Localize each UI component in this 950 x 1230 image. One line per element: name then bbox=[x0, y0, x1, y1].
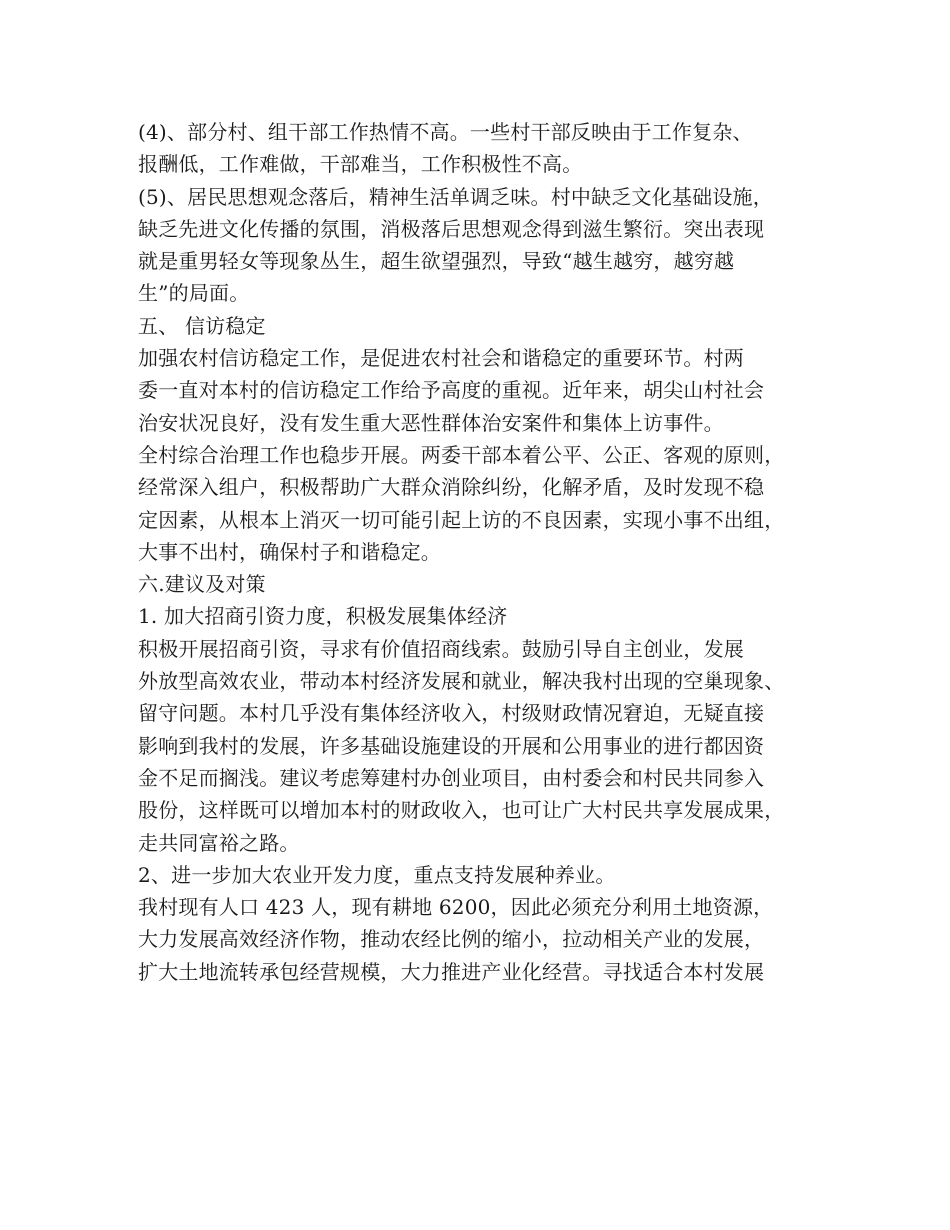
subsection-heading: 1. 加大招商引资力度，积极发展集体经济 bbox=[138, 604, 508, 629]
text-line: 我村现有人口 423 人，现有耕地 6200，因此必须充分利用土地资源， bbox=[138, 895, 774, 920]
text-line: 外放型高效农业，带动本村经济发展和就业，解决我村出现的空巢现象、 bbox=[138, 669, 785, 694]
text-line: 扩大土地流转承包经营规模，大力推进产业化经营。寻找适合本村发展 bbox=[138, 959, 765, 984]
text-line: 积极开展招商引资，寻求有价值招商线索。鼓励引导自主创业，发展 bbox=[138, 636, 744, 661]
text-line: 委一直对本村的信访稳定工作给予高度的重视。近年来，胡尖山村社会 bbox=[138, 378, 765, 403]
text-line: 走共同富裕之路。 bbox=[138, 830, 300, 855]
text-line: 加强农村信访稳定工作，是促进农村社会和谐稳定的重要环节。村两 bbox=[138, 346, 744, 371]
text-line: 股份，这样既可以增加本村的财政收入，也可让广大村民共享发展成果， bbox=[138, 798, 785, 823]
text-line: (4)、部分村、组干部工作热情不高。一些村干部反映由于工作复杂、 bbox=[138, 120, 753, 144]
text-line: 金不足而搁浅。建议考虑筹建村办创业项目，由村委会和村民共同参入 bbox=[138, 765, 765, 790]
document-body bbox=[138, 116, 828, 988]
subsection-heading: 2、进一步加大农业开发力度，重点支持发展种养业。 bbox=[138, 862, 616, 887]
text-line: 大事不出村，确保村子和谐稳定。 bbox=[138, 539, 441, 564]
text-line: (5)、居民思想观念落后，精神生活单调乏味。村中缺乏文化基础设施， bbox=[138, 184, 773, 209]
text-line: 就是重男轻女等现象丛生，超生欲望强烈，导致“越生越穷，越穷越 bbox=[138, 249, 735, 274]
text-line: 缺乏先进文化传播的氛围，消极落后思想观念得到滋生繁衍。突出表现 bbox=[138, 216, 765, 241]
section-heading: 六.建议及对策 bbox=[138, 572, 266, 597]
text-line: 大力发展高效经济作物，推动农经比例的缩小，拉动相关产业的发展， bbox=[138, 927, 765, 952]
section-heading: 五、 信访稳定 bbox=[138, 313, 266, 338]
text-line: 经常深入组户，积极帮助广大群众消除纠纷，化解矛盾，及时发现不稳 bbox=[138, 475, 765, 500]
text-line: 定因素，从根本上消灭一切可能引起上访的不良因素，实现小事不出组， bbox=[138, 507, 785, 532]
text-line: 生”的局面。 bbox=[138, 281, 250, 306]
text-line: 全村综合治理工作也稳步开展。两委干部本着公平、公正、客观的原则， bbox=[138, 442, 785, 467]
text-line: 治安状况良好，没有发生重大恶性群体治安案件和集体上访事件。 bbox=[138, 410, 724, 435]
text-line: 留守问题。本村几乎没有集体经济收入，村级财政情况窘迫，无疑直接 bbox=[138, 701, 765, 726]
text-line: 报酬低，工作难做，干部难当，工作积极性不高。 bbox=[138, 152, 583, 177]
text-line: 影响到我村的发展，许多基础设施建设的开展和公用事业的进行都因资 bbox=[138, 733, 765, 758]
